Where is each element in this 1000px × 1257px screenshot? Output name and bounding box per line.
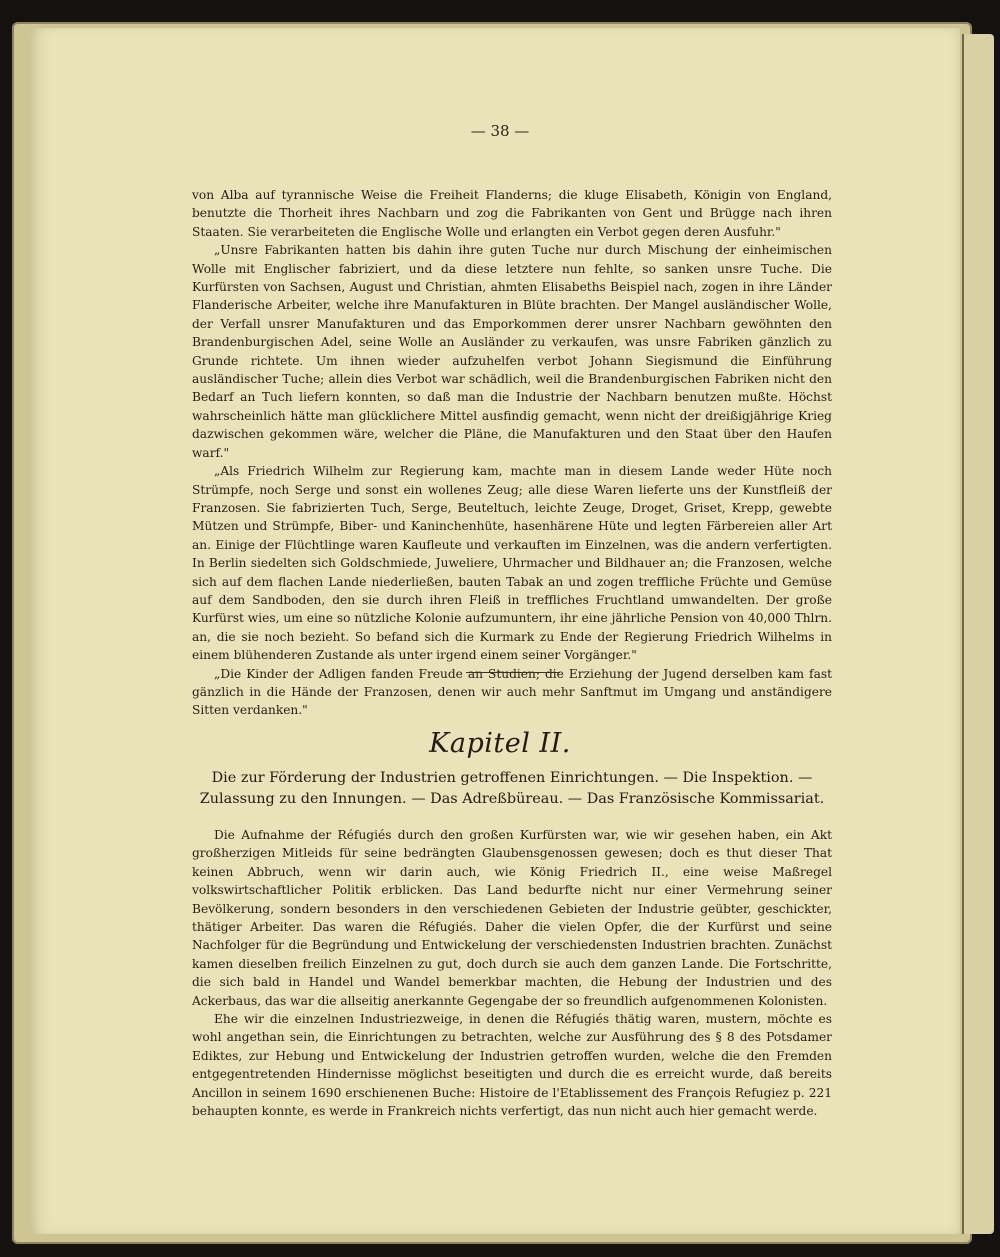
paragraph: „Unsre Fabrikanten hatten bis dahin ihre guten Tuche nur durch Mischung der einheimischen Wolle mit Englischer fabriziert, und da diese letztere nun fehlte, so sanken unsre Tuche. Die Kurfürsten von Sachsen, August und Christian, ahmten Elisabeths Beispiel nach, zogen in ihre Länder Flanderische Arbeiter, welche ihre Manufakturen in Blüte brachten. Der Mangel ausländischer Wolle, der Verfall unsrer Manufakturen und das Emporkommen derer unsrer Nachbarn gewöhnten den Brandenburgischen Adel, seine Wolle an Ausländer zu verkaufen, was unsre Fabriken gänzlich zu Grunde richtete. Um ihnen wieder aufzuhelfen verbot Johann Siegismund die Einführung ausländischer Tuche; allein dies Verbot war schädlich, weil die Brandenburgischen Fabriken nicht den Bedarf an Tuch liefern konnten, so daß man die Industrie der Nachbarn benutzen mußte. Höchst wahrscheinlich hätte man glücklichere Mittel ausfindig gemacht, wenn nicht der dreißigjährige Krieg dazwischen gekommen wäre, welcher die Pläne, die Manufakturen und den Staat über den Haufen warf." <box>192 243 832 460</box>
paragraph: Ehe wir die einzelnen Industriezweige, in denen die Réfugiés thätig waren, mustern, möchte es wohl angethan sein, die Einrichtungen zu betrachten, welche zur Ausführung des § 8 des Potsdamer Ediktes, zur Hebung und Entwickelung der Industrien getroffen wurden, welche die den Fremden entgegentretenden Hindernisse möglichst beseitigten und durch die es erreicht wurde, daß bereits Ancillon in seinem 1690 erschienenen Buche: Histoire de l'Etablissement des François Refugiez p. 221 behaupten konnte, es werde in Frankreich nichts verfertigt, das nun nicht auch hier gemacht werde. <box>192 1012 832 1119</box>
paragraph: von Alba auf tyrannische Weise die Freiheit Flanderns; die kluge Elisabeth, Königin von England, benutzte die Thorheit ihres Nachbarn und zog die Fabrikanten von Gent und Brügge nach ihren Staaten. Sie verarbeiteten die Englische Wolle und erlangten ein Verbot gegen deren Ausfuhr." <box>192 188 832 239</box>
previous-section-text <box>192 186 832 720</box>
page-number: — 38 — <box>470 122 530 140</box>
chapter-text <box>192 826 832 1121</box>
next-page-edge <box>962 34 994 1234</box>
chapter-title: Kapitel II. <box>429 728 571 759</box>
section-divider <box>466 672 560 673</box>
paragraph: „Die Kinder der Adligen fanden Freude an Studien; die Erziehung der Jugend derselben kam fast gänzlich in die Hände der Franzosen, denen wir auch mehr Sanftmut im Umgang und anständigere Sitten verdanken." <box>192 666 832 718</box>
paragraph: Die Aufnahme der Réfugiés durch den großen Kurfürsten war, wie wir gesehen haben, ein Akt großherzigen Mitleids für seine bedrängten Glaubensgenossen gewesen; doch es thut dieser That keinen Abbruch, wenn wir darin auch, wie König Friedrich II., eine weise Maßregel volkswirtschaftlicher Politik erblicken. Das Land bedurfte nicht nur einer Vermehrung seiner Bevölkerung, sondern besonders in den verschiedenen Gebieten der Industrie geübter, geschickter, thätiger Arbeiter. Das waren die Réfugiés. Daher die vielen Opfer, die der Kurfürst und seine Nachfolger für die Begründung und Entwickelung der verschiedensten Industrien brachten. Zunächst kamen dieselben freilich Einzelnen zu gut, doch durch sie auch dem ganzen Lande. Die Fortschritte, die sich bald in Handel und Wandel bemerkbar machten, die Hebung der Industrien und des Ackerbaus, das war die allseitig anerkannte Gegengabe der so freundlich aufgenommenen Kolonisten. <box>192 828 832 1008</box>
paragraph: „Als Friedrich Wilhelm zur Regierung kam, machte man in diesem Lande weder Hüte noch Strümpfe, noch Serge und sonst ein wollenes Zeug; alle diese Waren lieferte uns der Kunstfleiß der Franzosen. Sie fabrizierten Tuch, Serge, Beuteltuch, leichte Zeuge, Droget, Griset, Krepp, gewebte Mützen und Strümpfe, Biber- und Kaninchenhüte, hasenhärene Hüte und legten Färbereien aller Art an. Einige der Flüchtlinge waren Kaufleute und verkauften im Einzelnen, was die andern verfertigten. In Berlin siedelten sich Goldschmiede, Juweliere, Uhrmacher und Bildhauer an; die Franzosen, welche sich auf dem flachen Lande niederließen, bauten Tabak an und zogen treffliche Früchte und Gemüse auf dem Sandboden, den sie durch ihren Fleiß in treffliches Fruchtland umwandelten. Der große Kurfürst wies, um eine so nützliche Kolonie aufzumuntern, ihr eine jährliche Pension von 40,000 Thlrn. an, die sie noch bezieht. So befand sich die Kurmark zu Ende der Regierung Friedrich Wilhelms in einem blühenderen Zustande als unter irgend einem seiner Vorgänger." <box>192 464 832 663</box>
chapter-subtitle: Die zur Förderung der Industrien getroffenen Einrichtungen. — Die Inspektion. — Zulassung zu den Innungen. — Das Adreßbüreau. — Das Französische Kommissariat. <box>199 770 825 807</box>
